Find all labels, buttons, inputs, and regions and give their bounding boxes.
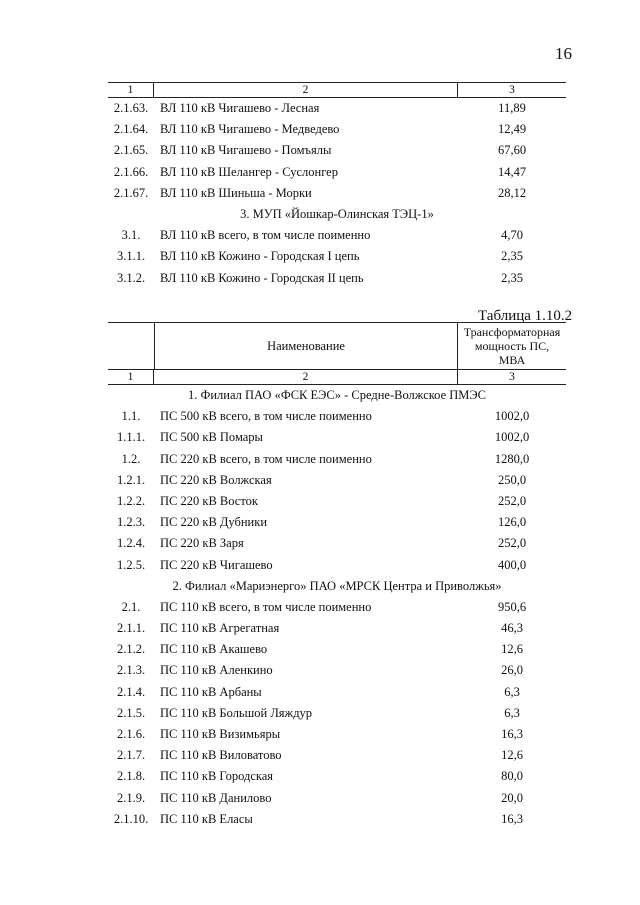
row-number: 1.2.1. bbox=[116, 472, 146, 487]
row-name: ПС 110 кВ Виловатово bbox=[160, 748, 282, 763]
header-col-1: 1 bbox=[108, 370, 154, 384]
row-number: 2.1. bbox=[121, 599, 141, 614]
table-row bbox=[108, 140, 566, 161]
row-value: 1002,0 bbox=[494, 409, 530, 424]
row-name: ВЛ 110 кВ Чигашево - Помъялы bbox=[160, 143, 332, 158]
row-number: 1.2.5. bbox=[116, 557, 146, 572]
row-name: ПС 110 кВ Аленкино bbox=[160, 663, 273, 678]
row-number: 2.1.3. bbox=[116, 663, 146, 678]
row-number: 2.1.7. bbox=[116, 748, 146, 763]
row-name: ПС 110 кВ Городская bbox=[160, 769, 274, 784]
section-title-3: 3. МУП «Йошкар-Олинская ТЭЦ-1» bbox=[240, 206, 434, 221]
row-name: ВЛ 110 кВ Кожино - Городская I цепь bbox=[160, 249, 360, 264]
table-row bbox=[108, 449, 566, 470]
row-value: 16,3 bbox=[501, 811, 523, 826]
table-row bbox=[108, 268, 566, 289]
table-1-header bbox=[108, 82, 566, 98]
table-row bbox=[108, 555, 566, 576]
table-row bbox=[108, 183, 566, 204]
table-row bbox=[108, 406, 566, 427]
row-number: 2.1.63. bbox=[113, 101, 149, 115]
table-row bbox=[108, 766, 566, 787]
header-col-3: 3 bbox=[509, 84, 515, 96]
table-row bbox=[108, 618, 566, 639]
row-number: 1.2.2. bbox=[116, 493, 146, 508]
table-row bbox=[108, 491, 566, 512]
table-2-section-2-rows bbox=[108, 597, 566, 830]
row-name: ВЛ 110 кВ Чигашево - Медведево bbox=[160, 122, 340, 137]
table-2-header bbox=[108, 322, 566, 370]
table-row bbox=[108, 724, 566, 745]
header-col-3: 3 bbox=[509, 371, 515, 383]
table-row bbox=[108, 745, 566, 766]
row-name: ВЛ 110 кВ Шелангер - Суслонгер bbox=[160, 164, 338, 179]
row-number: 1.2.4. bbox=[116, 536, 146, 551]
row-number: 2.1.67. bbox=[113, 185, 149, 200]
row-number: 2.1.65. bbox=[113, 143, 149, 158]
row-value: 11,89 bbox=[498, 101, 526, 115]
row-value: 126,0 bbox=[497, 515, 527, 530]
row-value: 14,47 bbox=[497, 164, 527, 179]
header-col-2: 2 bbox=[154, 83, 458, 97]
row-number: 2.1.1. bbox=[116, 621, 146, 636]
row-value: 252,0 bbox=[497, 493, 527, 508]
table-2-section-1-rows bbox=[108, 406, 566, 576]
table-row bbox=[108, 682, 566, 703]
row-value: 46,3 bbox=[501, 621, 523, 636]
row-name: ВЛ 110 кВ Шиньша - Морки bbox=[160, 185, 312, 200]
row-number: 3.1. bbox=[121, 228, 141, 243]
row-name: ПС 500 кВ всего, в том числе поименно bbox=[160, 409, 372, 424]
row-number: 2.1.2. bbox=[116, 642, 146, 657]
row-name: ПС 110 кВ всего, в том числе поименно bbox=[160, 599, 372, 614]
row-value: 2,35 bbox=[501, 249, 523, 264]
row-name: ПС 110 кВ Агрегатная bbox=[160, 621, 280, 636]
row-name: ВЛ 110 кВ Кожино - Городская II цепь bbox=[160, 270, 364, 285]
power-label-line-1: Трансформаторная bbox=[463, 325, 561, 339]
table-row bbox=[108, 809, 566, 830]
row-number: 3.1.1. bbox=[116, 249, 146, 264]
power-label-line-3: МВА bbox=[498, 353, 526, 367]
power-label-line-2: мощность ПС, bbox=[474, 339, 550, 353]
row-value: 12,49 bbox=[497, 122, 527, 137]
row-name: ПС 220 кВ Восток bbox=[160, 493, 258, 508]
row-name: ПС 110 кВ Арбаны bbox=[160, 684, 262, 699]
row-number: 1.1.1. bbox=[116, 430, 146, 445]
table-row bbox=[108, 119, 566, 140]
table-2 bbox=[108, 322, 566, 830]
table-caption: Таблица 1.10.2 bbox=[478, 308, 573, 324]
row-name: ВЛ 110 кВ Чигашево - Лесная bbox=[160, 101, 320, 115]
table-row bbox=[108, 597, 566, 618]
row-number: 2.1.64. bbox=[113, 122, 149, 137]
row-value: 6,3 bbox=[504, 684, 520, 699]
row-number: 1.1. bbox=[121, 409, 141, 424]
row-number: 3.1.2. bbox=[116, 270, 146, 285]
row-name: ПС 500 кВ Помары bbox=[160, 430, 263, 445]
table-row bbox=[108, 660, 566, 681]
row-value: 67,60 bbox=[497, 143, 527, 158]
table-row bbox=[108, 427, 566, 448]
row-name: ПС 220 кВ Чигашево bbox=[160, 557, 273, 572]
row-number: 1.2.3. bbox=[116, 515, 146, 530]
row-value: 400,0 bbox=[497, 557, 527, 572]
row-value: 252,0 bbox=[497, 536, 527, 551]
row-name: ПС 110 кВ Еласы bbox=[160, 811, 253, 826]
table-row bbox=[108, 470, 566, 491]
row-number: 2.1.8. bbox=[116, 769, 146, 784]
header-power-cell bbox=[458, 323, 566, 369]
table-row bbox=[108, 512, 566, 533]
table-2-colnums bbox=[108, 370, 566, 385]
section-title-1: 1. Филиал ПАО «ФСК ЕЭС» - Средне-Волжское ПМЭС bbox=[187, 388, 486, 402]
row-name: ПС 110 кВ Большой Ляждур bbox=[160, 705, 313, 720]
row-number: 2.1.4. bbox=[116, 684, 146, 699]
row-value: 4,70 bbox=[501, 228, 523, 243]
table-row bbox=[108, 225, 566, 246]
row-name: ПС 220 кВ Заря bbox=[160, 536, 244, 551]
row-value: 28,12 bbox=[497, 185, 527, 200]
row-value: 12,6 bbox=[501, 642, 523, 657]
row-number: 2.1.5. bbox=[116, 705, 146, 720]
row-name: ПС 110 кВ Акашево bbox=[160, 642, 268, 657]
table-row bbox=[108, 788, 566, 809]
row-name: ВЛ 110 кВ всего, в том числе поименно bbox=[160, 228, 371, 243]
section-title-2: 2. Филиал «Мариэнерго» ПАО «МРСК Центра и Приволжья» bbox=[172, 578, 502, 593]
row-value: 80,0 bbox=[501, 769, 523, 784]
row-number: 1.2. bbox=[121, 451, 141, 466]
row-value: 6,3 bbox=[504, 705, 520, 720]
header-name-cell: Наименование bbox=[154, 323, 458, 369]
row-value: 20,0 bbox=[501, 790, 523, 805]
table-1-rows bbox=[108, 98, 566, 204]
row-name: ПС 220 кВ Волжская bbox=[160, 472, 272, 487]
row-name: ПС 110 кВ Визимьяры bbox=[160, 727, 281, 741]
row-name: ПС 110 кВ Данилово bbox=[160, 790, 272, 805]
table-row bbox=[108, 703, 566, 724]
row-number: 2.1.9. bbox=[116, 790, 146, 805]
row-name: ПС 220 кВ Дубники bbox=[160, 515, 268, 530]
table-1-section-3-rows bbox=[108, 225, 566, 289]
header-col-1: 1 bbox=[108, 83, 154, 97]
table-row bbox=[108, 98, 566, 119]
row-value: 2,35 bbox=[501, 270, 523, 285]
row-value: 950,6 bbox=[497, 599, 527, 614]
row-number: 2.1.6. bbox=[116, 727, 146, 741]
row-value: 1280,0 bbox=[494, 451, 530, 466]
row-value: 250,0 bbox=[497, 472, 527, 487]
row-value: 26,0 bbox=[501, 663, 523, 678]
table-row bbox=[108, 246, 566, 267]
table-1-continued bbox=[108, 82, 566, 289]
table-row bbox=[108, 639, 566, 660]
row-value: 12,6 bbox=[501, 748, 523, 763]
row-name: ПС 220 кВ всего, в том числе поименно bbox=[160, 451, 372, 466]
page-number: 16 bbox=[555, 44, 572, 63]
row-value: 16,3 bbox=[501, 727, 523, 741]
row-number: 2.1.66. bbox=[113, 164, 149, 179]
table-row bbox=[108, 162, 566, 183]
table-row bbox=[108, 533, 566, 554]
row-number: 2.1.10. bbox=[113, 811, 149, 826]
row-value: 1002,0 bbox=[494, 430, 530, 445]
header-num-cell bbox=[108, 323, 154, 369]
header-col-2: 2 bbox=[154, 370, 458, 384]
